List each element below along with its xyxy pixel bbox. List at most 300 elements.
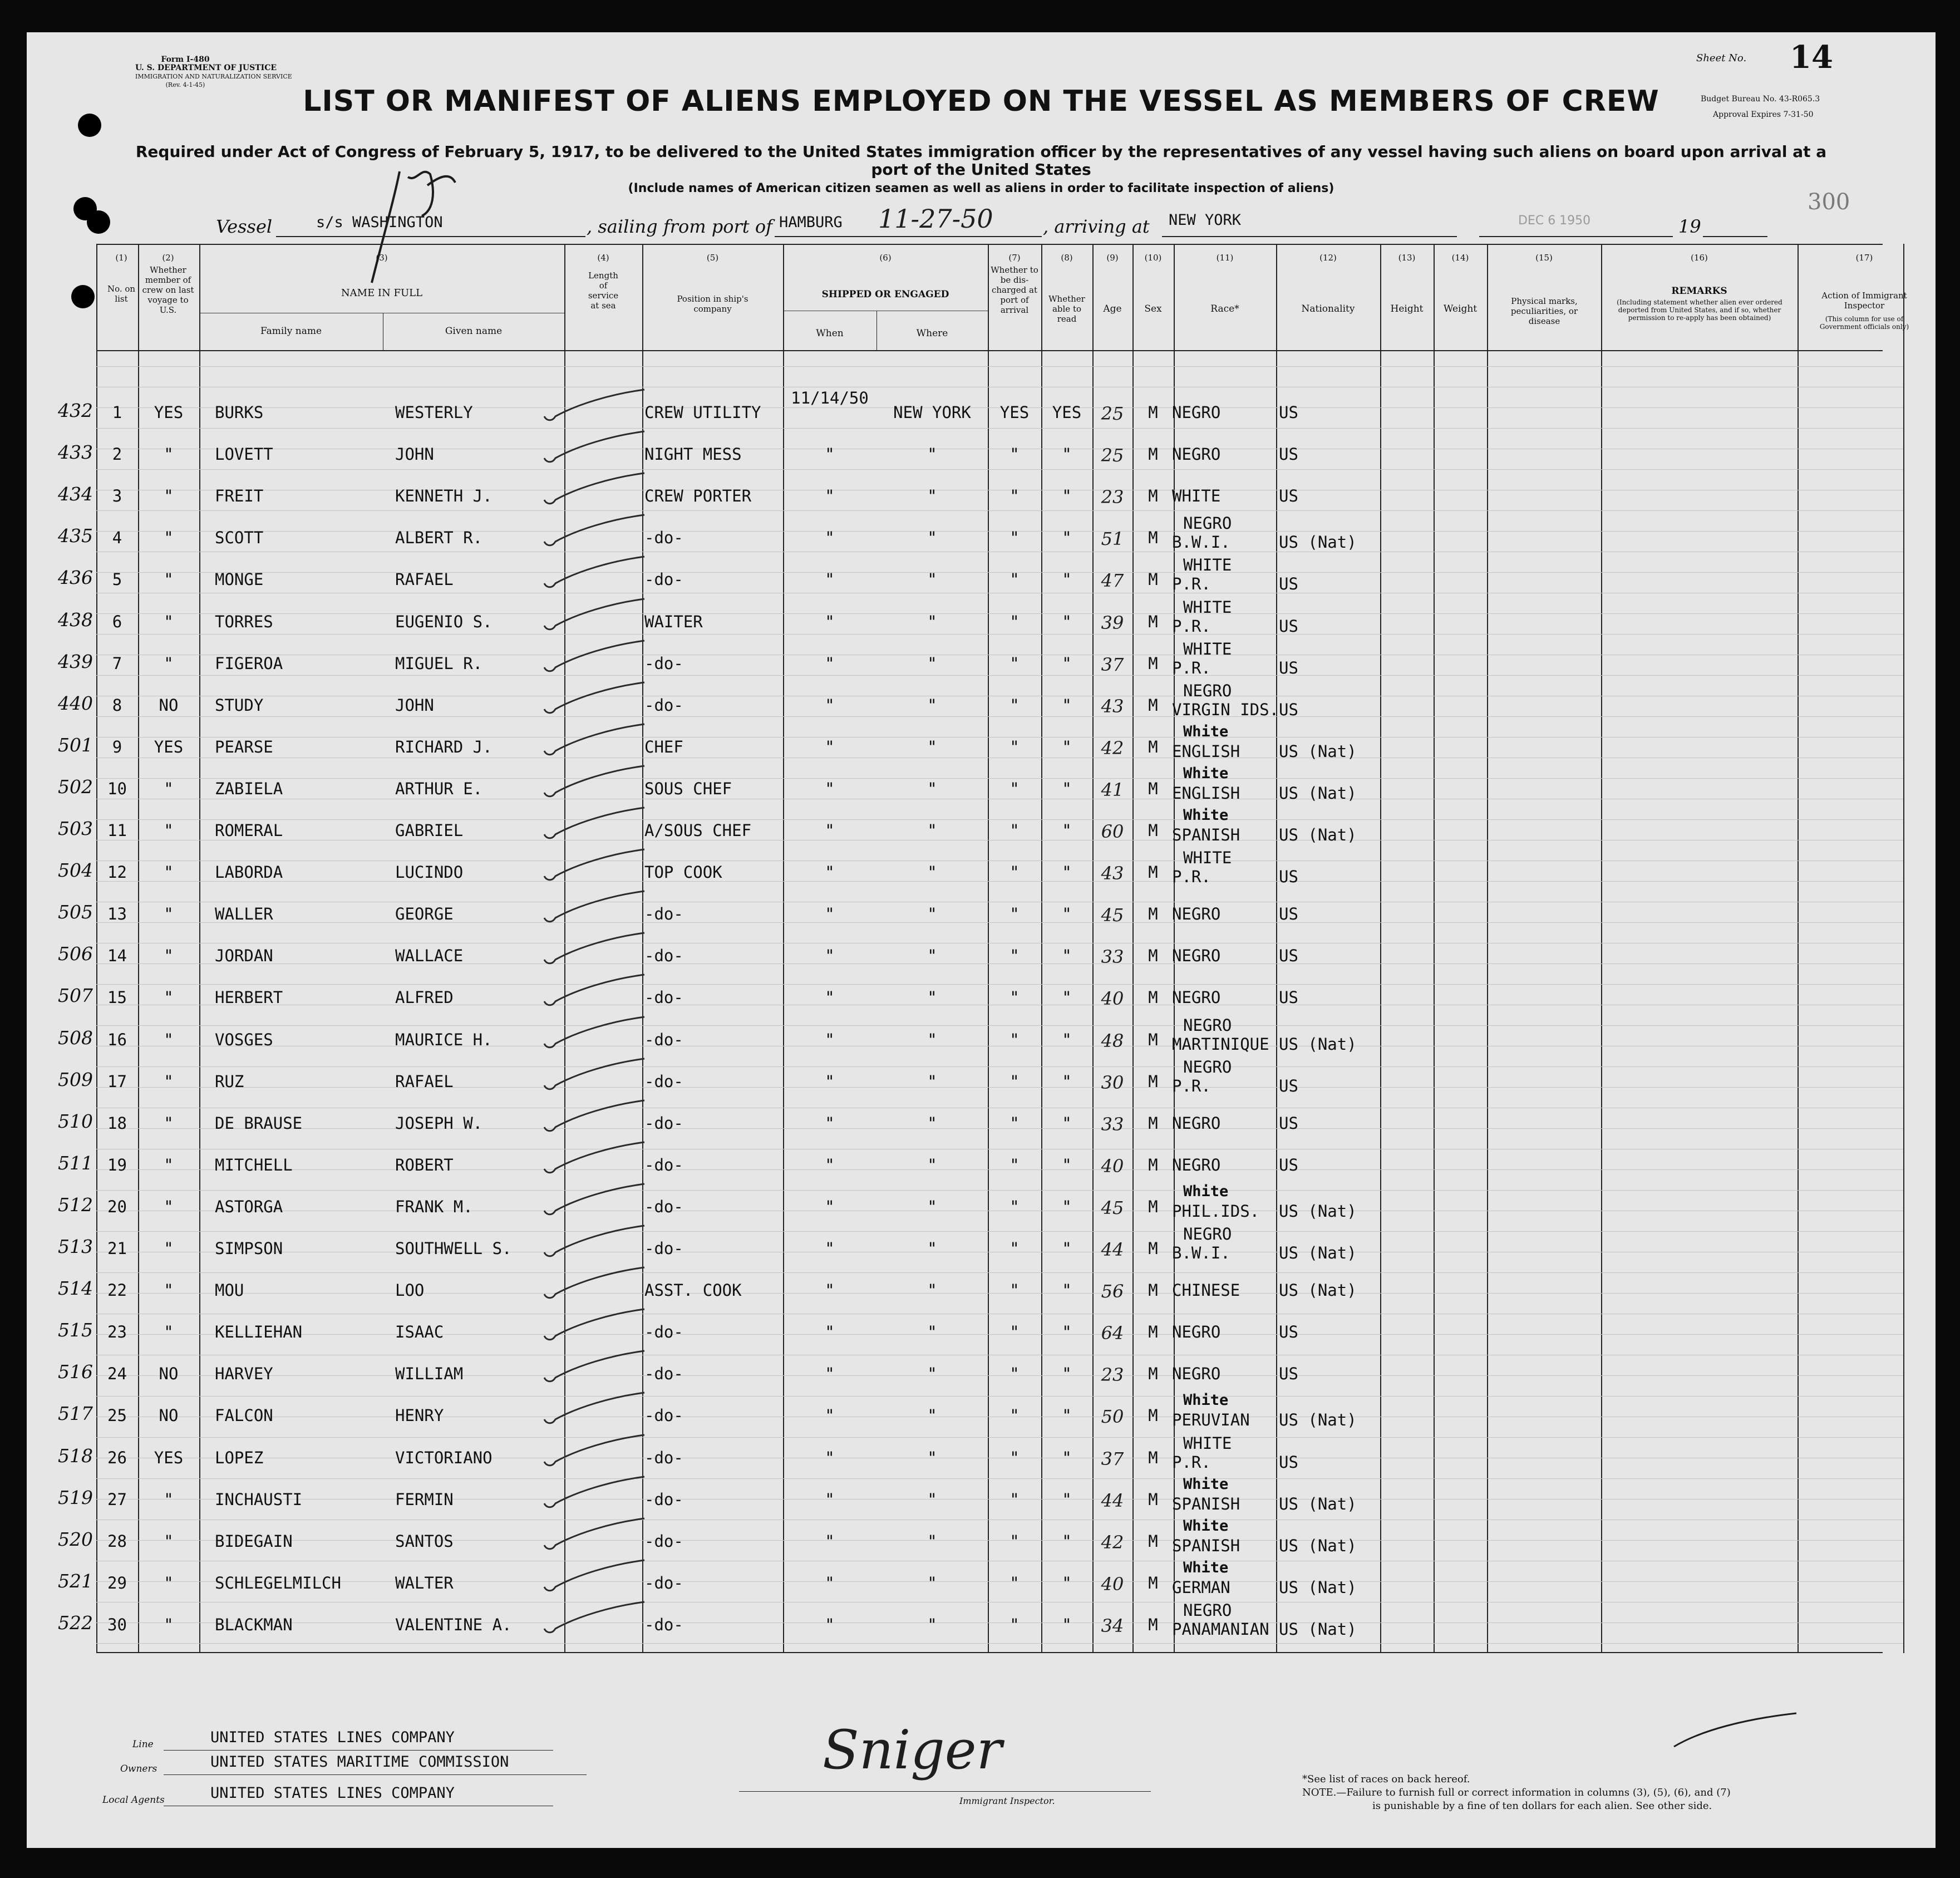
row-last-voyage: " — [164, 1531, 174, 1551]
pencil-tick-mark — [533, 638, 650, 677]
row-given: VICTORIANO — [395, 1448, 493, 1467]
row-last-voyage: " — [164, 486, 174, 506]
row-no: 20 — [107, 1197, 127, 1216]
inspector-signature: Sniger — [823, 1719, 1002, 1781]
row-family: HERBERT — [215, 988, 283, 1007]
pencil-tick-mark — [533, 680, 650, 719]
row-sex: M — [1148, 737, 1158, 756]
row-discharged: " — [1009, 1155, 1020, 1174]
col-header-where: Where — [916, 328, 948, 339]
row-discharged: " — [1009, 1030, 1020, 1049]
pencil-tick-mark — [533, 847, 650, 886]
row-sex: M — [1148, 1197, 1158, 1216]
row-given: MAURICE H. — [395, 1030, 493, 1049]
row-race: NEGRO — [1172, 1155, 1221, 1174]
pencil-tick-mark — [533, 1182, 650, 1221]
col-num-6: (6) — [879, 253, 892, 263]
row-discharged: " — [1009, 1113, 1020, 1133]
row-position: -do- — [644, 1113, 683, 1133]
row-read: " — [1062, 737, 1072, 756]
pencil-tick-mark — [533, 1223, 650, 1262]
row-age: 43 — [1101, 695, 1124, 717]
row-no: 8 — [112, 695, 122, 715]
row-when: " — [825, 988, 835, 1007]
row-age: 40 — [1101, 988, 1124, 1010]
row-given: JOSEPH W. — [395, 1113, 483, 1133]
row-discharged: " — [1009, 946, 1020, 966]
row-discharged: " — [1009, 486, 1020, 506]
row-position: -do- — [644, 695, 683, 715]
row-sex: M — [1148, 612, 1158, 631]
col-num-10: (10) — [1144, 253, 1162, 263]
col-header-position: Position in ship's company — [677, 294, 748, 314]
row-where: " — [927, 528, 937, 548]
row-given: SANTOS — [395, 1531, 454, 1551]
row-when: " — [825, 946, 835, 966]
row-race: B.W.I. — [1172, 1243, 1230, 1262]
row-nationality: US (Nat) — [1279, 1201, 1357, 1221]
row-no: 13 — [107, 904, 127, 924]
row-nationality: US — [1279, 658, 1298, 677]
pencil-tick-mark — [533, 722, 650, 761]
row-position: -do- — [644, 1239, 683, 1258]
row-race-top: NEGRO — [1183, 1057, 1232, 1076]
row-race-top: White — [1183, 722, 1229, 740]
row-race: GERMAN — [1172, 1577, 1230, 1597]
row-race: NEGRO — [1172, 946, 1221, 966]
row-where: " — [927, 1489, 937, 1509]
pencil-tick-mark — [533, 1474, 650, 1513]
row-nationality: US — [1279, 403, 1298, 422]
col-header-height: Height — [1390, 303, 1424, 314]
row-given: RICHARD J. — [395, 737, 493, 756]
pencil-tick-mark — [533, 1433, 650, 1472]
col-num-13: (13) — [1398, 253, 1416, 263]
date-underline — [1479, 236, 1673, 237]
col-header-nationality: Nationality — [1301, 303, 1355, 314]
row-age: 33 — [1101, 1113, 1124, 1135]
row-discharged: " — [1009, 988, 1020, 1007]
row-discharged: " — [1009, 1406, 1020, 1425]
row-position: CREW PORTER — [644, 486, 752, 506]
row-nationality: US — [1279, 904, 1298, 924]
row-given: WALTER — [395, 1573, 454, 1592]
pencil-tick-mark — [533, 1516, 650, 1555]
row-last-voyage: " — [164, 612, 174, 631]
row-read: " — [1062, 695, 1072, 715]
row-last-voyage: " — [164, 653, 174, 673]
row-last-voyage: YES — [154, 737, 184, 756]
row-read: " — [1062, 1448, 1072, 1467]
row-family: MOU — [215, 1281, 244, 1300]
row-nationality: US — [1279, 574, 1298, 594]
row-where: " — [927, 1615, 937, 1634]
ruled-line — [96, 675, 1903, 676]
row-last-voyage: NO — [159, 1406, 179, 1425]
row-handwritten-number: 433 — [58, 441, 93, 464]
column-divider — [1276, 244, 1277, 1653]
row-position: CREW UTILITY — [644, 403, 761, 422]
row-race: VIRGIN IDS. — [1172, 700, 1279, 719]
row-read: " — [1062, 570, 1072, 589]
row-last-voyage: " — [164, 1489, 174, 1509]
row-when: " — [825, 528, 835, 548]
row-handwritten-number: 504 — [58, 859, 93, 882]
row-read: " — [1062, 1573, 1072, 1592]
row-sex: M — [1148, 1113, 1158, 1133]
table-bottom-border — [96, 1652, 1883, 1653]
row-read: " — [1062, 528, 1072, 548]
row-given: WILLIAM — [395, 1364, 464, 1384]
row-read: " — [1062, 612, 1072, 631]
punch-hole — [87, 210, 110, 234]
row-when: " — [825, 779, 835, 798]
row-given: FRANK M. — [395, 1197, 473, 1216]
footer-line-value: UNITED STATES LINES COMPANY — [210, 1729, 455, 1746]
row-when: " — [825, 904, 835, 924]
row-no: 3 — [112, 486, 122, 506]
row-age: 47 — [1101, 570, 1124, 592]
ruled-line — [96, 1025, 1903, 1026]
ruled-line — [96, 819, 1903, 820]
col-num-11: (11) — [1216, 253, 1234, 263]
row-given: HENRY — [395, 1406, 444, 1425]
row-given: JOHN — [395, 445, 434, 464]
row-discharged: " — [1009, 863, 1020, 882]
row-handwritten-number: 513 — [58, 1236, 93, 1257]
col-header-race: Race* — [1210, 303, 1239, 314]
pencil-tick-mark — [533, 1600, 650, 1639]
row-position: -do- — [644, 904, 683, 924]
row-sex: M — [1148, 946, 1158, 966]
row-read: " — [1062, 653, 1072, 673]
manifest-sheet — [27, 32, 1936, 1848]
row-where: " — [927, 486, 937, 506]
row-handwritten-number: 520 — [58, 1528, 93, 1550]
row-race-top: White — [1183, 1182, 1229, 1200]
row-discharged: " — [1009, 1197, 1020, 1216]
row-sex: M — [1148, 653, 1158, 673]
row-sex: M — [1148, 445, 1158, 464]
row-handwritten-number: 432 — [58, 400, 93, 421]
manifest-title: LIST OR MANIFEST OF ALIENS EMPLOYED ON THE VESSEL AS MEMBERS OF CREW — [303, 85, 1659, 118]
col-header-name-in-full: NAME IN FULL — [341, 287, 423, 299]
row-race-top: WHITE — [1183, 597, 1232, 617]
col-num-1: (1) — [115, 253, 127, 263]
row-nationality: US — [1279, 1076, 1298, 1095]
row-age: 39 — [1101, 612, 1124, 633]
ruled-line — [96, 778, 1903, 779]
row-when: " — [825, 1197, 835, 1216]
row-last-voyage: " — [164, 445, 174, 464]
row-position: -do- — [644, 1197, 683, 1216]
row-sex: M — [1148, 1573, 1158, 1592]
ruled-line — [96, 1231, 1903, 1232]
ruled-line — [96, 1396, 1903, 1397]
row-when: " — [825, 445, 835, 464]
row-nationality: US — [1279, 445, 1298, 464]
row-no: 1 — [112, 403, 122, 422]
pencil-tick-mark — [533, 1056, 650, 1095]
row-race-top: White — [1183, 1559, 1229, 1576]
row-sex: M — [1148, 779, 1158, 798]
row-when: " — [825, 1615, 835, 1634]
row-family: PEARSE — [215, 737, 273, 756]
row-when: " — [825, 1155, 835, 1174]
col-header-shipped-engaged: SHIPPED OR ENGAGED — [821, 289, 949, 300]
row-handwritten-number: 521 — [58, 1570, 93, 1592]
row-sex: M — [1148, 570, 1158, 589]
row-no: 15 — [107, 988, 127, 1007]
row-read: " — [1062, 821, 1072, 840]
manifest-subtitle-3: (Include names of American citizen seamen as well as aliens in order to facilitate inspection of aliens) — [628, 181, 1334, 195]
row-handwritten-number: 516 — [58, 1361, 93, 1383]
row-family: DE BRAUSE — [215, 1113, 303, 1133]
pencil-tick-mark — [533, 889, 650, 928]
pencil-tick-mark — [533, 1140, 650, 1179]
row-read: " — [1062, 1155, 1072, 1174]
row-no: 12 — [107, 863, 127, 882]
row-position: -do- — [644, 1406, 683, 1425]
row-race-top: NEGRO — [1183, 681, 1232, 700]
row-sex: M — [1148, 1281, 1158, 1300]
row-where: " — [927, 1364, 937, 1384]
row-nationality: US (Nat) — [1279, 741, 1357, 761]
row-last-voyage: " — [164, 1573, 174, 1592]
row-family: SCHLEGELMILCH — [215, 1573, 341, 1592]
row-when: " — [825, 695, 835, 715]
row-when: " — [825, 612, 835, 631]
arriving-port: NEW YORK — [1169, 212, 1242, 229]
row-discharged: " — [1009, 570, 1020, 589]
row-when: " — [825, 1030, 835, 1049]
col-num-14: (14) — [1451, 253, 1469, 263]
row-discharged: " — [1009, 1323, 1020, 1342]
row-where: " — [927, 988, 937, 1007]
row-discharged: " — [1009, 1071, 1020, 1091]
row-handwritten-number: 512 — [58, 1193, 93, 1216]
row-race: SPANISH — [1172, 1536, 1240, 1555]
row-handwritten-number: 511 — [58, 1152, 93, 1174]
row-nationality: US — [1279, 486, 1298, 506]
row-family: LABORDA — [215, 863, 283, 882]
ruled-line — [96, 1437, 1903, 1438]
row-race-top: WHITE — [1183, 555, 1232, 575]
footer-agents-label: Local Agents — [102, 1795, 165, 1806]
sailing-label: , sailing from port of — [587, 216, 772, 237]
col-num-15: (15) — [1535, 253, 1553, 263]
row-no: 27 — [107, 1489, 127, 1509]
row-age: 43 — [1101, 863, 1124, 884]
row-handwritten-number: 514 — [58, 1277, 93, 1300]
row-race: P.R. — [1172, 1452, 1211, 1472]
footer-agents-value: UNITED STATES LINES COMPANY — [210, 1784, 455, 1802]
row-family: BURKS — [215, 403, 264, 422]
row-no: 21 — [107, 1239, 127, 1258]
row-when: " — [825, 821, 835, 840]
row-race: NEGRO — [1172, 403, 1221, 422]
row-family: BIDEGAIN — [215, 1531, 293, 1551]
row-sex: M — [1148, 1448, 1158, 1467]
row-when: " — [825, 653, 835, 673]
pencil-tick-mark — [533, 931, 650, 970]
row-sex: M — [1148, 1615, 1158, 1634]
row-where: " — [927, 612, 937, 631]
row-discharged: " — [1009, 1239, 1020, 1258]
row-sex: M — [1148, 863, 1158, 882]
row-race: SPANISH — [1172, 825, 1240, 844]
row-race: P.R. — [1172, 867, 1211, 887]
row-discharged: " — [1009, 528, 1020, 548]
row-sex: M — [1148, 1531, 1158, 1551]
row-no: 2 — [112, 445, 122, 464]
row-where: " — [927, 904, 937, 924]
row-nationality: US (Nat) — [1279, 1281, 1357, 1300]
pencil-tick-mark — [533, 554, 650, 593]
row-handwritten-number: 518 — [58, 1444, 93, 1467]
year-underline — [1703, 236, 1767, 237]
row-position: -do- — [644, 1448, 683, 1467]
row-handwritten-number: 435 — [58, 525, 93, 547]
row-family: STUDY — [215, 695, 264, 715]
ruled-line — [96, 428, 1903, 429]
row-race: PHIL.IDS. — [1172, 1201, 1260, 1221]
handwritten-initials-mark — [338, 160, 461, 299]
row-nationality: US (Nat) — [1279, 1034, 1357, 1054]
row-race-top: NEGRO — [1183, 1600, 1232, 1620]
row-age: 25 — [1101, 403, 1124, 424]
sheet-stamp-number: 300 — [1808, 189, 1850, 215]
row-nationality: US — [1279, 988, 1298, 1007]
row-age: 42 — [1101, 1531, 1124, 1553]
col-num-12: (12) — [1319, 253, 1337, 263]
row-age: 44 — [1101, 1489, 1124, 1511]
row-handwritten-number: 515 — [58, 1319, 93, 1341]
row-nationality: US (Nat) — [1279, 1410, 1357, 1430]
row-when: " — [825, 1323, 835, 1342]
row-age: 34 — [1101, 1615, 1124, 1636]
row-no: 26 — [107, 1448, 127, 1467]
row-given: ISAAC — [395, 1323, 444, 1342]
row-race-top: White — [1183, 807, 1229, 824]
row-race-top: WHITE — [1183, 639, 1232, 658]
row-when: " — [825, 1364, 835, 1384]
sheet-label: Sheet No. — [1696, 52, 1747, 64]
row-where: " — [927, 445, 937, 464]
row-handwritten-number: 522 — [58, 1611, 93, 1634]
row-nationality: US (Nat) — [1279, 1536, 1357, 1555]
row-read: " — [1062, 1239, 1072, 1258]
row-handwritten-number: 507 — [58, 985, 93, 1007]
row-where: " — [927, 1448, 937, 1467]
row-race: P.R. — [1172, 1076, 1211, 1095]
row-handwritten-number: 510 — [58, 1110, 93, 1132]
row-age: 37 — [1101, 653, 1124, 675]
row-no: 28 — [107, 1531, 127, 1551]
inspector-label: Immigrant Inspector. — [959, 1796, 1055, 1806]
row-when: " — [825, 486, 835, 506]
row-last-voyage: " — [164, 988, 174, 1007]
row-age: 40 — [1101, 1155, 1124, 1177]
row-last-voyage: NO — [159, 1364, 179, 1384]
manifest-subtitle-2: port of the United States — [871, 160, 1091, 179]
row-race: CHINESE — [1172, 1281, 1240, 1300]
row-sex: M — [1148, 1239, 1158, 1258]
row-position: -do- — [644, 653, 683, 673]
row-family: MITCHELL — [215, 1155, 293, 1174]
row-where: " — [927, 1197, 937, 1216]
row-read: " — [1062, 1071, 1072, 1091]
row-position: -do- — [644, 1615, 683, 1634]
row-sex: M — [1148, 904, 1158, 924]
row-position: WAITER — [644, 612, 703, 631]
row-when: " — [825, 1071, 835, 1091]
col-header-last-voyage: Whether member of crew on last voyage to U.S. — [142, 265, 194, 315]
ruled-line — [96, 469, 1903, 470]
ruled-line — [96, 1272, 1903, 1273]
vessel-name: s/s WASHINGTON — [316, 214, 443, 231]
row-discharged: " — [1009, 904, 1020, 924]
row-last-voyage: " — [164, 904, 174, 924]
column-divider — [1903, 244, 1904, 1653]
row-handwritten-number: 517 — [58, 1403, 93, 1425]
row-discharged: " — [1009, 695, 1020, 715]
row-no: 18 — [107, 1113, 127, 1133]
row-read: YES — [1052, 403, 1082, 422]
row-sex: M — [1148, 1489, 1158, 1509]
row-handwritten-number: 505 — [58, 901, 93, 923]
row-when: " — [825, 1573, 835, 1592]
row-sex: M — [1148, 1071, 1158, 1091]
row-age: 64 — [1101, 1323, 1124, 1344]
form-dept: U. S. DEPARTMENT OF JUSTICE — [135, 63, 277, 72]
row-nationality: US (Nat) — [1279, 1577, 1357, 1597]
row-race: P.R. — [1172, 658, 1211, 677]
form-number: Form I-480 — [161, 55, 210, 64]
row-race-top: NEGRO — [1183, 1015, 1232, 1035]
row-family: FIGEROA — [215, 653, 283, 673]
col-header-physical-marks: Physical marks, peculiarities, or disease — [1510, 296, 1578, 326]
row-given: ROBERT — [395, 1155, 454, 1174]
row-handwritten-number: 440 — [58, 692, 93, 714]
row-sex: M — [1148, 988, 1158, 1007]
row-given: RAFAEL — [395, 570, 454, 589]
row-given: GABRIEL — [395, 821, 464, 840]
col-header-no-on-list: No. on list — [107, 284, 136, 304]
row-race-top: NEGRO — [1183, 1225, 1232, 1243]
row-when: " — [825, 863, 835, 882]
col-header-family-name: Family name — [260, 326, 322, 337]
col-header-remarks-note: (Including statement whether alien ever ordered deported from United States, and if so, whether permission to re-apply has been obtained) — [1617, 298, 1782, 322]
pencil-tick-mark — [533, 597, 650, 636]
row-family: RUZ — [215, 1071, 244, 1091]
row-nationality: US (Nat) — [1279, 1619, 1357, 1639]
row-race: NEGRO — [1172, 904, 1221, 924]
pencil-tick-mark — [533, 1015, 650, 1054]
row-family: MONGE — [215, 570, 264, 589]
row-last-voyage: " — [164, 1323, 174, 1342]
row-position: -do- — [644, 1489, 683, 1509]
row-read: " — [1062, 1406, 1072, 1425]
row-discharged: " — [1009, 779, 1020, 798]
row-given: WALLACE — [395, 946, 464, 966]
row-handwritten-number: 436 — [58, 567, 93, 589]
row-family: SCOTT — [215, 528, 264, 548]
pencil-tick-mark — [533, 1349, 650, 1388]
col-num-2: (2) — [162, 253, 174, 263]
row-read: " — [1062, 1197, 1072, 1216]
row-read: " — [1062, 1323, 1072, 1342]
